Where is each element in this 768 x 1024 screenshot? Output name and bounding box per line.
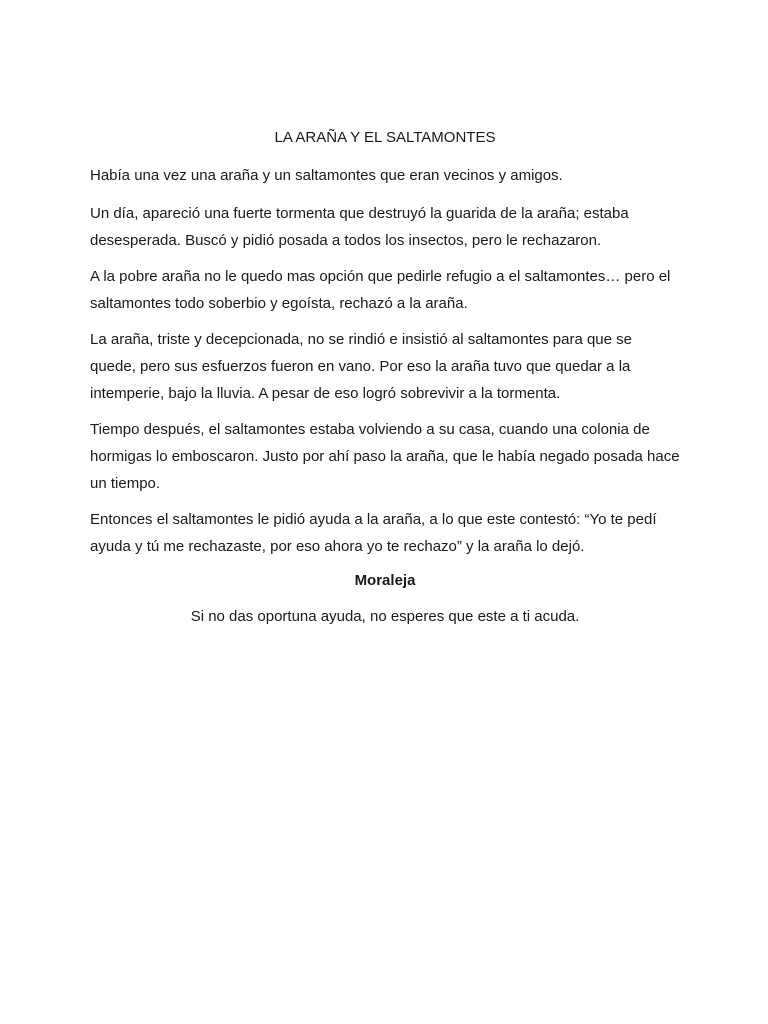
moral-heading: Moraleja [354, 572, 416, 589]
document-page [90, 126, 680, 629]
story-paragraph-4: La araña, triste y decepcionada, no se rindió e insistió al saltamontes para que se quede, pero sus esfuerzos fueron en vano. Por eso la araña tuvo que quedar a la intemperie, bajo la lluvia. A pesar de eso logró sobrevivir a la tormenta. [90, 331, 632, 402]
story-paragraph-6: Entonces el saltamontes le pidió ayuda a la araña, a lo que este contestó: “Yo te pedí ayuda y tú me rechazaste, por eso ahora yo te rechazo” y la araña lo dejó. [90, 511, 657, 555]
story-paragraph-5: Tiempo después, el saltamontes estaba volviendo a su casa, cuando una colonia de hormigas lo emboscaron. Justo por ahí paso la araña, que le había negado posada hace un tiempo. [90, 421, 680, 492]
story-paragraph-3: A la pobre araña no le quedo mas opción que pedirle refugio a el saltamontes… pero el saltamontes todo soberbio y egoísta, rechazó a la araña. [90, 268, 671, 312]
story-paragraph-2: Un día, apareció una fuerte tormenta que destruyó la guarida de la araña; estaba desesperada. Buscó y pidió posada a todos los insectos, pero le rechazaron. [90, 205, 629, 249]
story-title: LA ARAÑA Y EL SALTAMONTES [274, 129, 496, 146]
moral-text: Si no das oportuna ayuda, no esperes que este a ti acuda. [190, 608, 580, 625]
story-paragraph-1: Había una vez una araña y un saltamontes que eran vecinos y amigos. [90, 167, 563, 184]
